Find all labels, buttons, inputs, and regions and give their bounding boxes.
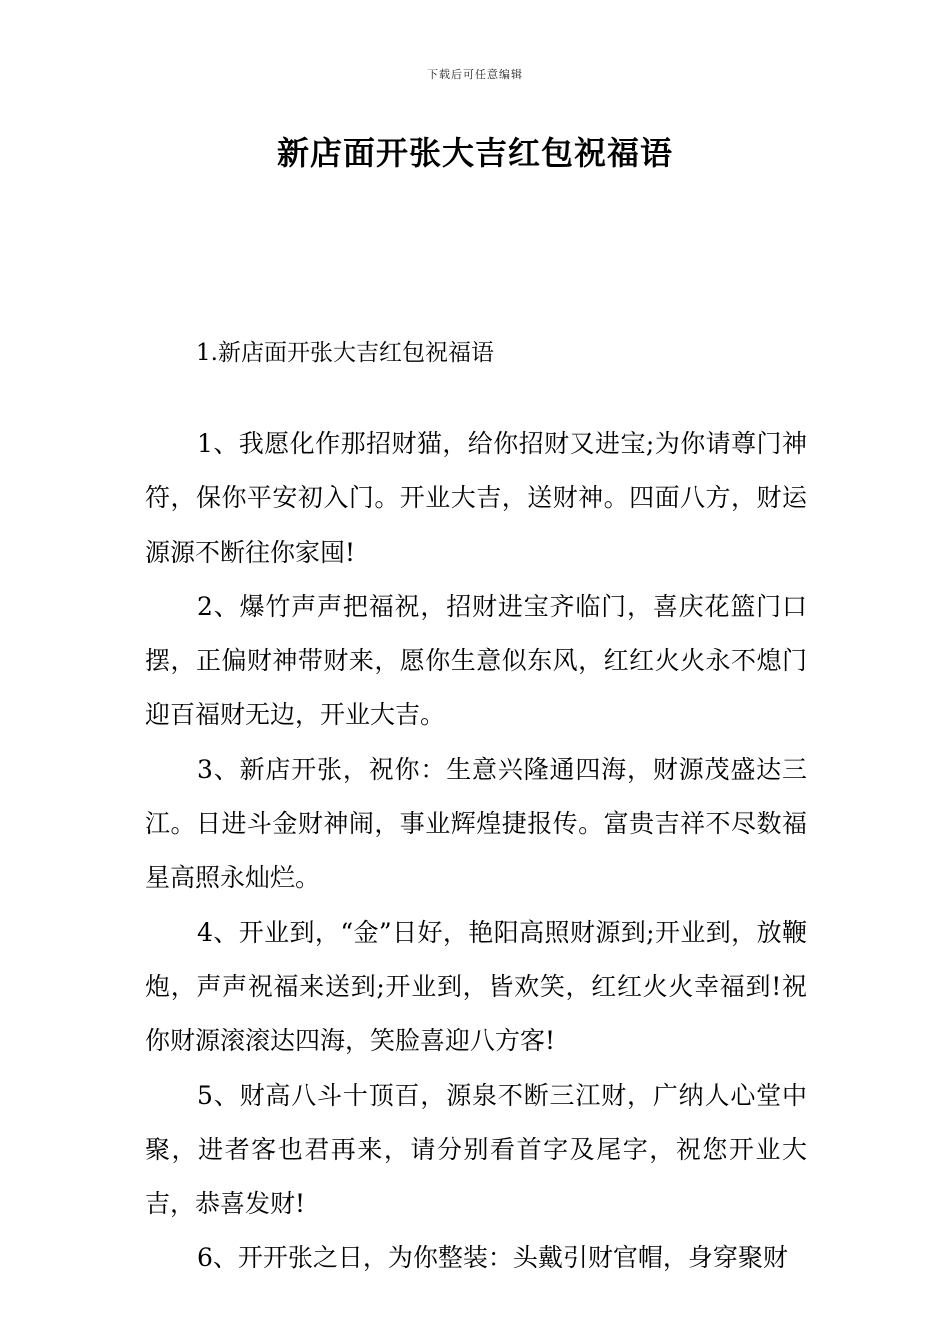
paragraph-2: 2、爆竹声声把福祝，招财进宝齐临门，喜庆花篮门口摆，正偏财神带财来，愿你生意似东风，红红火火永不熄门迎百福财无边，开业大吉。 <box>145 591 807 730</box>
paragraph-5: 5、财高八斗十顶百，源泉不断三江财，广纳人心堂中聚，进者客也君再来，请分别看首字及尾字，祝您开业大吉，恭喜发财! <box>145 1080 807 1219</box>
paragraph-3: 3、新店开张，祝你：生意兴隆通四海，财源茂盛达三江。日进斗金财神闹，事业辉煌捷报传。富贵吉祥不尽数福星高照永灿烂。 <box>145 754 807 893</box>
paragraph-6: 6、开开张之日，为你整装：头戴引财官帽，身穿聚财 <box>197 1243 788 1273</box>
header-note: 下载后可任意编辑 <box>427 68 523 81</box>
document-title: 新店面开张大吉红包祝福语 <box>276 134 673 172</box>
paragraph-1: 1、我愿化作那招财猫，给你招财又进宝;为你请尊门神符，保你平安初入门。开业大吉，送财神。四面八方，财运源源不断往你家囤! <box>145 429 807 567</box>
section-heading: 1.新店面开张大吉红包祝福语 <box>196 340 494 366</box>
body-text <box>145 417 807 1286</box>
paragraph-4: 4、开业到，“金”日好，艳阳高照财源到;开业到，放鞭炮，声声祝福来送到;开业到，皆欢笑，红红火火幸福到!祝你财源滚滚达四海，笑脸喜迎八方客! <box>145 917 807 1056</box>
